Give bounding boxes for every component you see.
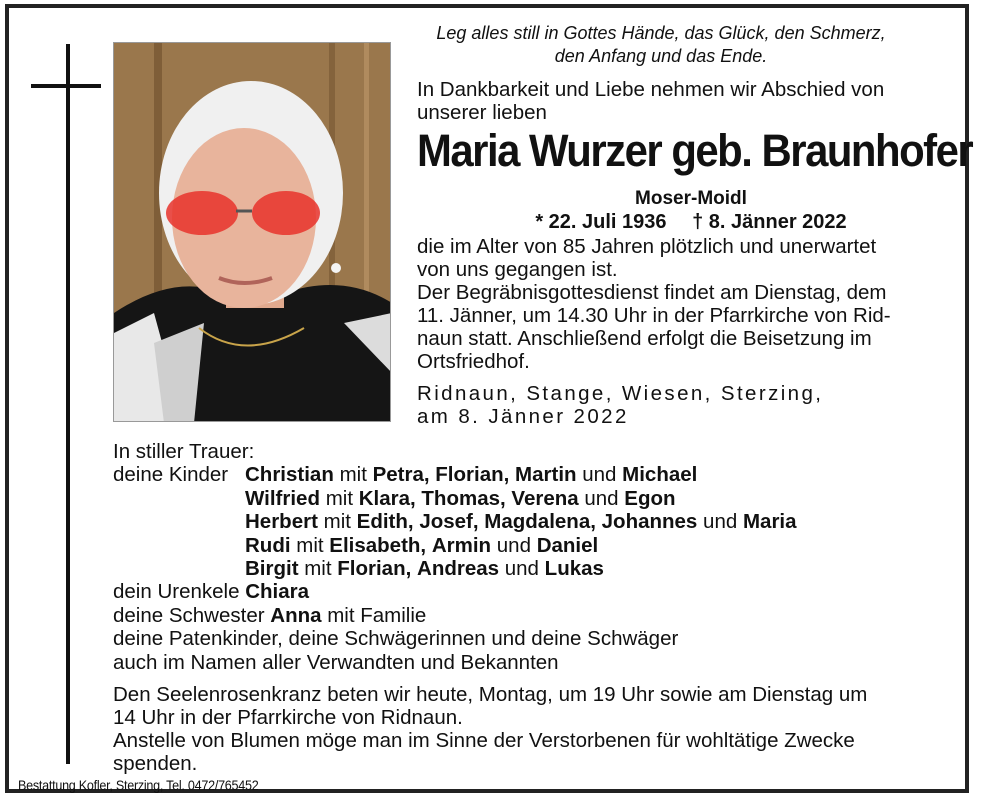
life-dates [417,210,965,234]
comma: , [410,486,416,510]
grandchild-name: Josef [419,510,473,534]
grandchild-name: Verena [511,486,579,510]
obituary-notice [5,4,973,793]
grandchild-name: Lukas [544,557,604,581]
rosary-line: spenden. [113,752,198,775]
godchildren-row: deine Patenkinder, deine Schwägerinnen und deine Schwäger [113,627,679,651]
intro-line: unserer lieben [417,101,547,124]
quote-line: den Anfang und das Ende. [554,46,768,66]
connector-mit: mit [339,463,367,487]
connector-und: und [504,557,539,581]
grandchild-name: Andreas [417,557,500,581]
sister-prefix: deine Schwester [113,603,265,627]
grandchild-name: Egon [624,486,676,510]
kinder-prefix: deine Kinder [113,463,229,487]
connector-und: und [584,486,619,510]
partner-name: Petra [372,463,424,487]
child-name: Birgit [245,557,299,581]
connector-und: und [703,510,738,534]
sister-name: Anna [270,603,322,627]
rosary-notice [113,683,961,775]
comma: , [472,510,479,534]
quote-line: Leg alles still in Gottes Hände, das Glück, den Schmerz, [436,23,886,43]
urenkel-prefix: dein Urenkele [113,580,240,604]
connector-mit: mit [323,510,351,534]
sister-suffix: mit Familie [327,603,427,627]
comma: , [405,557,412,581]
deceased-nickname: Moser-Moidl [635,188,747,209]
birth-date: * 22. Juli 1936 [535,211,667,233]
family-row [113,557,973,580]
partner-name: Edith [356,510,408,534]
rosary-line: 14 Uhr in der Pfarrkirche von Ridnaun. [113,706,463,729]
child-name: Herbert [245,510,318,534]
deceased-name: Maria Wurzer geb. Braunhofer [417,125,973,176]
connector-und: und [496,533,531,557]
comma: , [423,463,430,487]
intro-text [417,78,965,124]
connector-mit: mit [296,533,324,557]
bible-quote [401,22,921,68]
partner-name: Florian [337,557,406,581]
date-line: am 8. Jänner 2022 [417,405,629,428]
announcement-line: naun statt. Anschließend erfolgt die Beisetzung im [417,327,872,350]
announcement-line: 11. Jänner, um 14.30 Uhr in der Pfarrkirche von Rid- [417,304,891,327]
rosary-line: Anstelle von Blumen möge man im Sinne der Verstorbenen für wohltätige Zwecke [113,729,855,752]
connector-mit: mit [325,486,354,510]
connector-mit: mit [304,557,332,581]
child-name: Wilfried [245,486,320,510]
grandchild-name: Daniel [536,533,599,557]
sister-row [113,604,973,627]
grandchild-name: Maria [742,510,797,534]
grandchild-name: Magdalena [484,510,591,534]
portrait-photo [113,42,391,422]
undertaker-info: Bestattung Kofler, Sterzing, Tel. 0472/765452 [18,777,259,793]
relatives-row: auch im Namen aller Verwandten und Bekannten [113,650,559,674]
announcement-line: von uns gegangen ist. [417,258,618,281]
comma: , [407,510,414,534]
urenkel-name: Chiara [245,580,310,604]
child-name: Rudi [245,533,291,557]
death-date: † 8. Jänner 2022 [692,211,847,233]
grandchild-name: Armin [431,533,492,557]
partner-name: Klara [358,486,410,510]
mourners-list [113,440,973,674]
grandchild-name: Johannes [601,510,698,534]
cross-icon [66,44,70,764]
connector-und: und [582,463,617,487]
comma: , [500,486,506,510]
urenkel-row [113,580,973,603]
family-row [113,463,973,486]
grandchild-name: Florian [435,463,504,487]
rosary-line: Den Seelenrosenkranz beten wir heute, Montag, um 19 Uhr sowie am Dienstag um [113,683,868,706]
family-row [113,534,973,557]
family-row [113,510,973,533]
portrait-photo-icon [114,43,391,422]
grandchild-name: Michael [622,463,698,487]
partner-name: Elisabeth [329,533,421,557]
mourners-heading: In stiller Trauer: [113,440,255,463]
grandchild-name: Thomas [421,486,501,510]
place-line: Ridnaun, Stange, Wiesen, Sterzing, [417,382,824,405]
comma: , [503,463,510,487]
child-name: Christian [245,463,334,487]
announcement-line: die im Alter von 85 Jahren plötzlich und unerwartet [417,235,877,258]
family-row [113,487,973,510]
intro-line: In Dankbarkeit und Liebe nehmen wir Abschied von [417,78,885,101]
grandchild-name: Martin [515,463,577,487]
comma: , [420,533,427,557]
announcement-text [417,235,961,373]
comma: , [590,510,596,534]
announcement-line: Ortsfriedhof. [417,350,530,373]
cross-icon-bar [31,84,101,88]
announcement-line: Der Begräbnisgottesdienst findet am Dienstag, dem [417,281,887,304]
place-and-date [417,382,965,428]
